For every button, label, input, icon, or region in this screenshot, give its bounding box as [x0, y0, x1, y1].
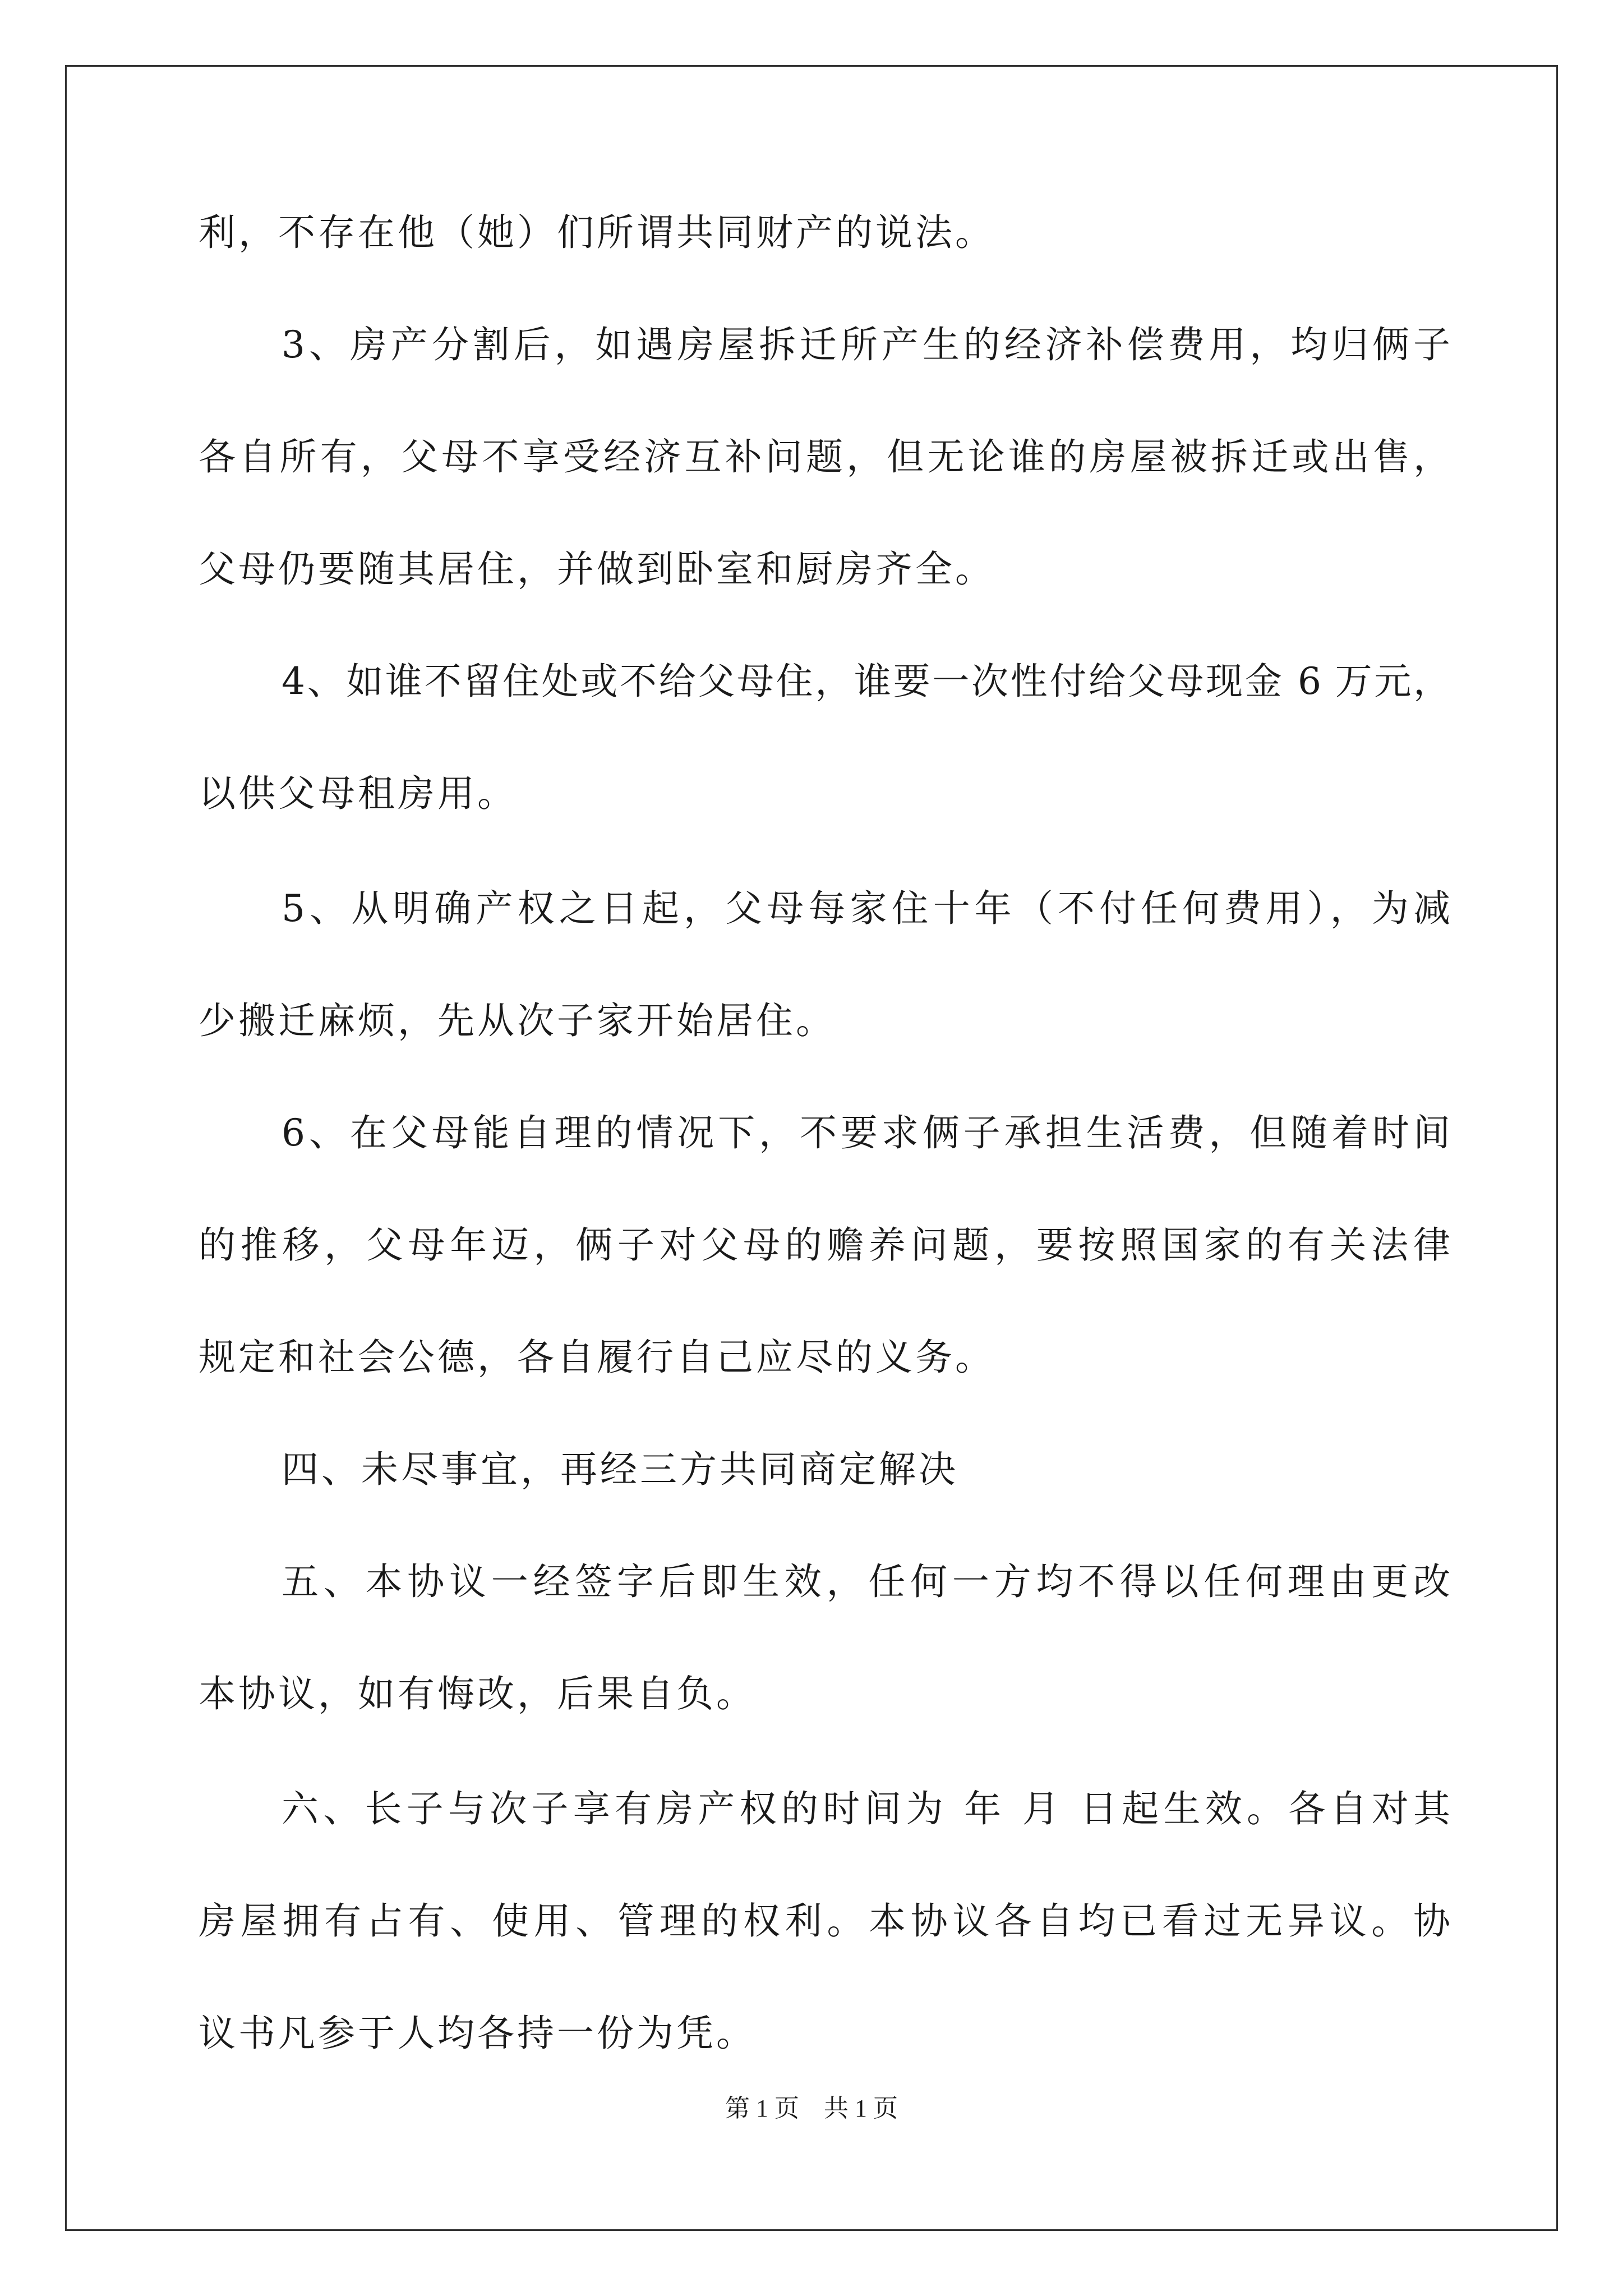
- text-line: 3、房产分割后，如遇房屋拆迁所产生的经济补偿费用，均归俩子: [282, 323, 1450, 366]
- text-line: 以供父母租房用。: [199, 772, 517, 815]
- text-line: 本协议，如有悔改，后果自负。: [199, 1672, 756, 1715]
- text-line: 利，不存在他（她）们所谓共同财产的说法。: [199, 211, 995, 254]
- text-line: 四、未尽事宜，再经三方共同商定解决: [282, 1448, 958, 1491]
- text-line: 6、在父母能自理的情况下，不要求俩子承担生活费，但随着时间: [282, 1111, 1450, 1154]
- text-line: 房屋拥有占有、使用、管理的权利。本协议各自均已看过无异议。协: [199, 1899, 1450, 1943]
- text-line: 各自所有，父母不享受经济互补问题，但无论谁的房屋被拆迁或出售，: [199, 435, 1450, 478]
- text-line: 六、长子与次子享有房产权的时间为 年 月 日起生效。各自对其: [282, 1787, 1450, 1830]
- text-line: 的推移，父母年迈，俩子对父母的赡养问题，要按照国家的有关法律: [199, 1223, 1450, 1267]
- text-line: 规定和社会公德，各自履行自己应尽的义务。: [199, 1336, 995, 1379]
- text-line: 父母仍要随其居住，并做到卧室和厨房齐全。: [199, 547, 995, 591]
- text-line: 五、本协议一经签字后即生效，任何一方均不得以任何理由更改: [282, 1560, 1450, 1603]
- text-line: 5、从明确产权之日起，父母每家住十年（不付任何费用），为减: [282, 887, 1450, 930]
- text-line: 4、如谁不留住处或不给父母住，谁要一次性付给父母现金 6 万元，: [282, 660, 1450, 703]
- text-line: 议书凡参于人均各持一份为凭。: [199, 2012, 756, 2055]
- text-line: 少搬迁麻烦，先从次子家开始居住。: [199, 999, 836, 1042]
- page-number-footer: 第 1 页 共 1 页: [725, 2095, 898, 2122]
